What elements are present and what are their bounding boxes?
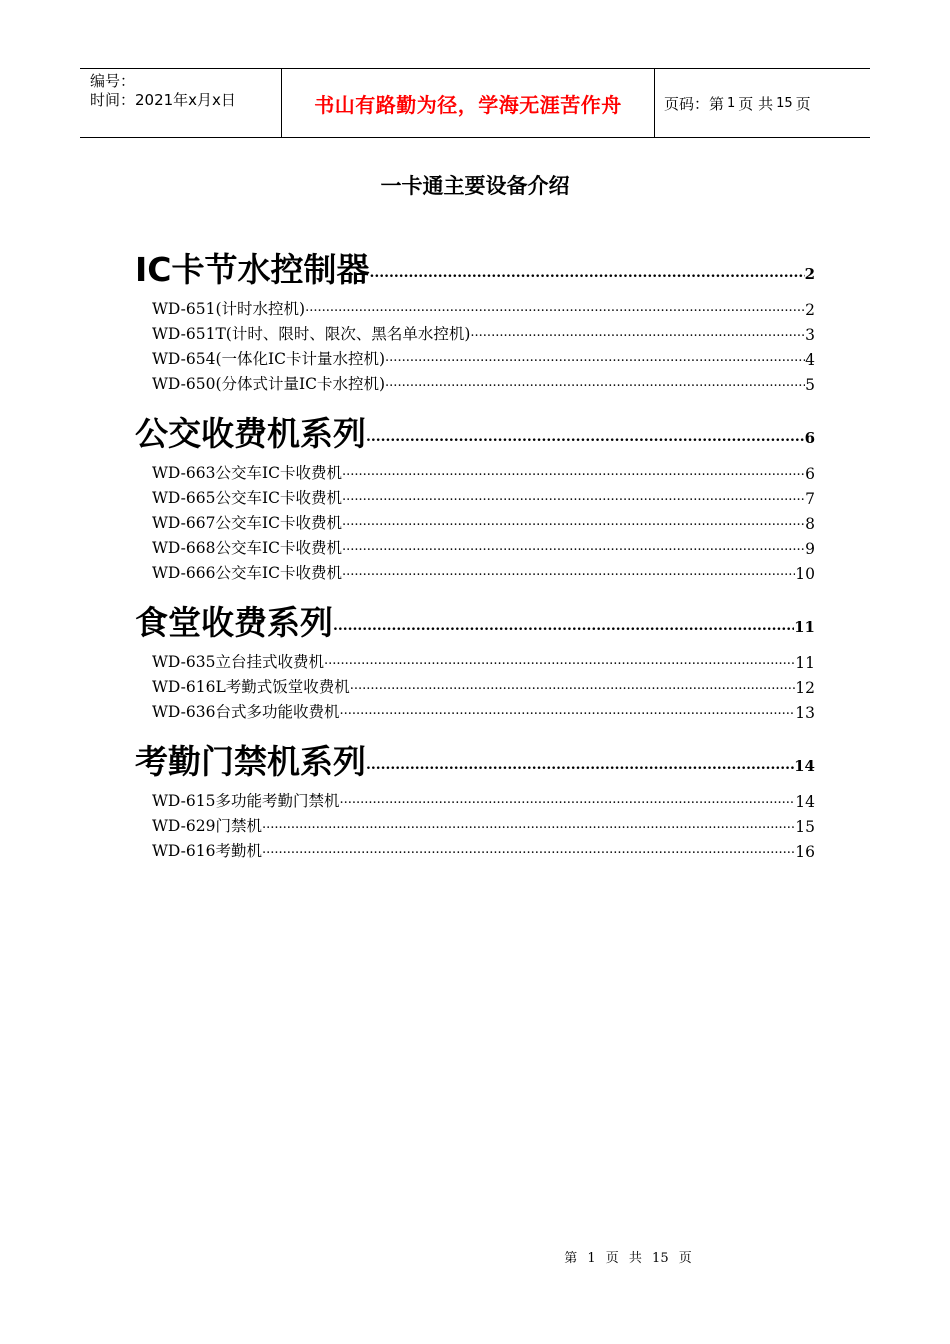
toc-entry-page: 10 (795, 565, 815, 583)
toc-entry[interactable] (152, 811, 815, 836)
toc-section[interactable] (135, 736, 815, 782)
toc-entry[interactable] (152, 697, 815, 722)
toc-leader-dots (342, 464, 805, 479)
toc-leader-dots (262, 817, 795, 832)
header-motto-cell (281, 69, 655, 137)
toc-entry-title: WD-650(分体式计量IC卡水控机) (152, 375, 386, 393)
toc-leader-dots (305, 300, 805, 315)
toc-entry[interactable] (152, 647, 815, 672)
toc-entry-page: 8 (805, 515, 815, 533)
toc-entry-page: 15 (795, 818, 815, 836)
toc-leader-dots (339, 792, 795, 807)
toc-entry[interactable] (152, 344, 815, 369)
toc-section[interactable] (135, 244, 815, 290)
toc-entry-page: 12 (795, 679, 815, 697)
toc-entry-page: 13 (795, 704, 815, 722)
toc-entry[interactable] (152, 508, 815, 533)
toc-entry[interactable] (152, 786, 815, 811)
toc-section-title: 公交收费机系列 (135, 414, 366, 453)
toc-leader-dots (470, 325, 805, 340)
toc-entry-page: 6 (805, 465, 815, 483)
toc-entry-list (135, 458, 815, 583)
toc-leader-dots (324, 653, 795, 668)
header-page-info (655, 69, 870, 137)
toc-section-page: 2 (804, 265, 815, 283)
toc-entry-title: WD-651(计时水控机) (152, 300, 306, 318)
toc-leader-dots (385, 375, 805, 390)
toc-entry[interactable] (152, 533, 815, 558)
toc-entry[interactable] (152, 294, 815, 319)
toc-entry-title: WD-635立台挂式收费机 (152, 653, 324, 671)
toc-entry-title: WD-616L考勤式饭堂收费机 (152, 678, 350, 696)
toc-section-title: 食堂收费系列 (135, 603, 333, 642)
toc-leader-dots (366, 429, 805, 445)
toc-entry-title: WD-651T(计时、限时、限次、黑名单水控机) (152, 325, 471, 343)
toc-entry-page: 3 (805, 326, 815, 344)
header-meta (80, 69, 281, 137)
toc-entry-title: WD-616考勤机 (152, 842, 262, 860)
page-prefix: 页码：第 (664, 94, 725, 113)
toc-entry[interactable] (152, 458, 815, 483)
page-total: 15 (776, 95, 793, 111)
toc-section-page: 11 (794, 618, 815, 636)
toc-leader-dots (366, 757, 794, 773)
toc-entry-title: WD-667公交车IC卡收费机 (152, 514, 342, 532)
toc-entry-page: 5 (805, 376, 815, 394)
toc-leader-dots (262, 842, 795, 857)
toc-entry-page: 7 (805, 490, 815, 508)
toc-leader-dots (342, 564, 795, 579)
number-label: 编号： (90, 72, 136, 90)
toc-leader-dots (342, 539, 805, 554)
toc-entry[interactable] (152, 836, 815, 861)
toc-entry[interactable] (152, 369, 815, 394)
toc-section-page: 14 (794, 757, 815, 775)
toc-entry-title: WD-654(一体化IC卡计量水控机) (152, 350, 386, 368)
toc-leader-dots (339, 703, 795, 718)
toc-leader-dots (342, 514, 805, 529)
time-label: 时间：2021年x月x日 (90, 91, 236, 109)
toc-entry-title: WD-663公交车IC卡收费机 (152, 464, 342, 482)
toc-entry-title: WD-666公交车IC卡收费机 (152, 564, 342, 582)
toc-section-title: 考勤门禁机系列 (135, 742, 366, 781)
toc-entry-list (135, 647, 815, 722)
toc-entry-list (135, 294, 815, 394)
toc-entry-title: WD-668公交车IC卡收费机 (152, 539, 342, 557)
toc-entry-page: 14 (795, 793, 815, 811)
page-current: 1 (727, 95, 736, 111)
toc-entry[interactable] (152, 558, 815, 583)
toc-leader-dots (370, 265, 805, 281)
page-mid: 页 共 (738, 94, 774, 113)
page-footer: 第 1 页 共 15 页 (564, 1251, 692, 1266)
toc-entry[interactable] (152, 672, 815, 697)
toc-section-title: IC卡节水控制器 (135, 250, 370, 289)
table-of-contents (135, 244, 815, 861)
toc-entry-title: WD-615多功能考勤门禁机 (152, 792, 340, 810)
toc-entry-title: WD-629门禁机 (152, 817, 262, 835)
toc-section-page: 6 (804, 429, 815, 447)
document-title: 一卡通主要设备介绍 (380, 174, 570, 198)
toc-entry-title: WD-665公交车IC卡收费机 (152, 489, 342, 507)
toc-entry-page: 4 (805, 351, 815, 369)
toc-entry-page: 2 (805, 301, 815, 319)
page-suffix: 页 (795, 94, 811, 113)
toc-entry-page: 11 (795, 654, 815, 672)
toc-leader-dots (342, 489, 805, 504)
toc-entry-list (135, 786, 815, 861)
page-header (80, 68, 870, 138)
toc-entry[interactable] (152, 319, 815, 344)
toc-leader-dots (350, 678, 796, 693)
toc-section[interactable] (135, 408, 815, 454)
toc-leader-dots (385, 350, 805, 365)
toc-entry[interactable] (152, 483, 815, 508)
header-motto: 书山有路勤为径，学海无涯苦作舟 (314, 92, 622, 117)
toc-section[interactable] (135, 597, 815, 643)
toc-entry-page: 9 (805, 540, 815, 558)
toc-entry-title: WD-636台式多功能收费机 (152, 703, 340, 721)
toc-leader-dots (333, 618, 794, 634)
toc-entry-page: 16 (795, 843, 815, 861)
